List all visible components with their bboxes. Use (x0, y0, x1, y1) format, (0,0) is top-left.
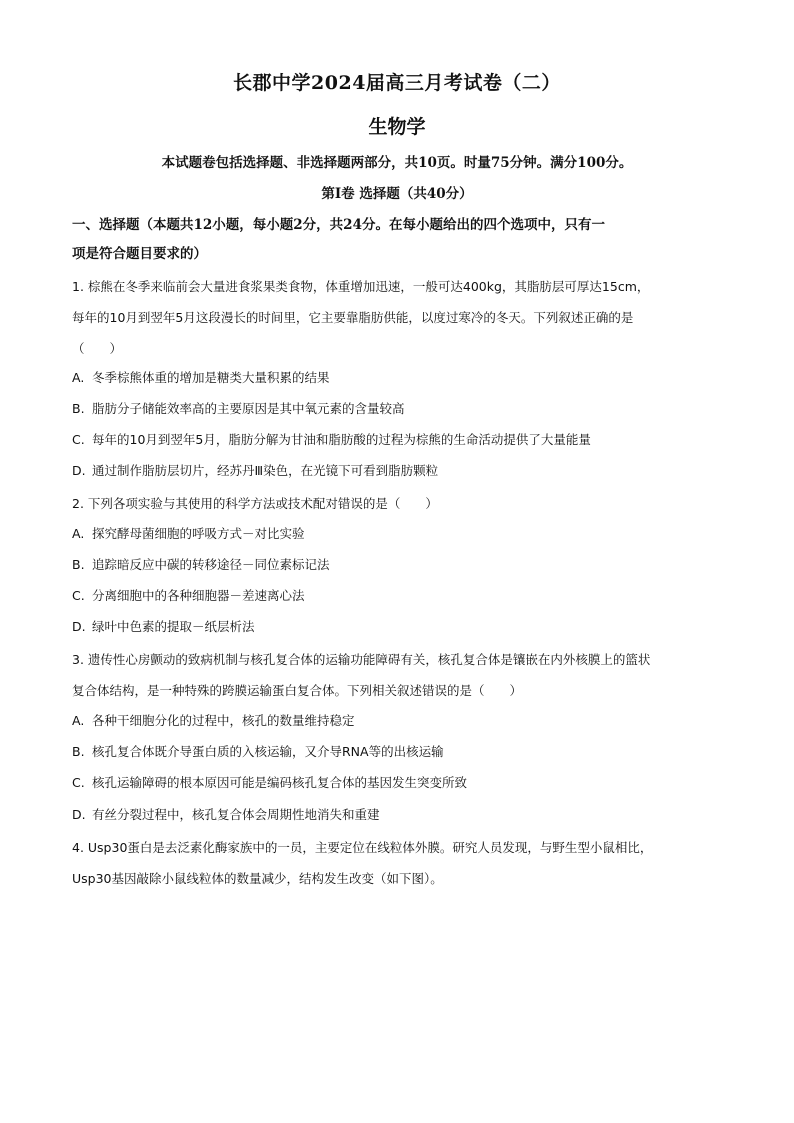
question-1-option-c (72, 430, 732, 450)
option-text: 通过制作脂肪层切片，经苏丹Ⅲ染色，在光镜下可看到脂肪颗粒 (92, 463, 439, 478)
option-text: 分离细胞中的各种细胞器－差速离心法 (92, 588, 305, 603)
exam-title: 长郡中学2024届高三月考试卷（二） (233, 72, 561, 94)
option-letter: A. (72, 370, 85, 385)
question-2-option-b (72, 555, 732, 575)
option-letter: D. (72, 463, 86, 478)
question-1-option-d (72, 461, 732, 481)
question-1-stem (72, 271, 732, 364)
option-letter: C. (72, 775, 85, 790)
question-2-option-d (72, 617, 732, 637)
option-letter: C. (72, 588, 85, 603)
option-letter: D. (72, 807, 86, 822)
option-text: 核孔运输障碍的根本原因可能是编码核孔复合体的基因发生突变所致 (92, 775, 468, 790)
section-heading-line-1: 一、选择题（本题共12小题，每小题2分，共24分。在每小题给出的四个选项中，只有一 (72, 217, 605, 233)
question-3-option-c (72, 773, 732, 793)
question-1-line-1: 1. 棕熊在冬季来临前会大量进食浆果类食物，体重增加迅速，一般可达400kg，其脂肪层可厚达15cm， (72, 279, 650, 294)
question-1-line-2: 每年的10月到翌年5月这段漫长的时间里，它主要靠脂肪供能，以度过寒冷的冬天。下列叙述正确的是 (72, 310, 634, 325)
option-text: 核孔复合体既介导蛋白质的入核运输，又介导RNA等的出核运输 (92, 744, 444, 759)
question-4-stem (72, 832, 732, 894)
option-letter: B. (72, 401, 85, 416)
option-letter: B. (72, 744, 85, 759)
question-3-stem (72, 644, 732, 706)
question-3-option-b (72, 742, 732, 762)
question-2-option-c (72, 586, 732, 606)
option-text: 追踪暗反应中碳的转移途径－同位素标记法 (92, 557, 330, 572)
section-heading (72, 211, 732, 269)
question-2-line-1: 2. 下列各项实验与其使用的科学方法或技术配对错误的是（ ） (72, 496, 438, 511)
question-4-line-2: Usp30基因敲除小鼠线粒体的数量减少，结构发生改变（如下图）。 (72, 871, 443, 886)
option-text: 探究酵母菌细胞的呼吸方式－对比实验 (92, 526, 305, 541)
question-3-line-2: 复合体结构，是一种特殊的跨膜运输蛋白复合体。下列相关叙述错误的是（ ） (72, 683, 523, 698)
option-letter: A. (72, 526, 85, 541)
subject-title: 生物学 (368, 116, 426, 138)
option-letter: D. (72, 619, 86, 634)
option-text: 绿叶中色素的提取－纸层析法 (92, 619, 255, 634)
option-text: 有丝分裂过程中，核孔复合体会周期性地消失和重建 (92, 807, 380, 822)
exam-intro: 本试题卷包括选择题、非选择题两部分，共10页。时量75分钟。满分100分。 (161, 155, 633, 171)
option-text: 冬季棕熊体重的增加是糖类大量积累的结果 (92, 370, 330, 385)
question-2-stem (72, 488, 732, 519)
option-letter: A. (72, 713, 85, 728)
question-3-option-d (72, 805, 732, 825)
option-text: 脂肪分子储能效率高的主要原因是其中氧元素的含量较高 (92, 401, 405, 416)
option-letter: B. (72, 557, 85, 572)
question-1-option-b (72, 399, 732, 419)
question-4-line-1: 4. Usp30蛋白是去泛素化酶家族中的一员，主要定位在线粒体外膜。研究人员发现，与野生型小鼠相比， (72, 840, 653, 855)
option-letter: C. (72, 432, 85, 447)
question-3-option-a (72, 711, 732, 731)
option-text: 各种干细胞分化的过程中，核孔的数量维持稳定 (92, 713, 355, 728)
question-1-option-a (72, 368, 732, 388)
option-text: 每年的10月到翌年5月，脂肪分解为甘油和脂肪酸的过程为棕熊的生命活动提供了大量能量 (92, 432, 591, 447)
part-heading: 第Ⅰ卷 选择题（共40分） (321, 186, 473, 202)
question-1-line-3: （ ） (72, 341, 123, 356)
section-heading-line-2: 项是符合题目要求的） (72, 246, 207, 262)
question-2-option-a (72, 524, 732, 544)
question-3-line-1: 3. 遗传性心房颤动的致病机制与核孔复合体的运输功能障碍有关，核孔复合体是镶嵌在内外核膜上的篮状 (72, 652, 651, 667)
